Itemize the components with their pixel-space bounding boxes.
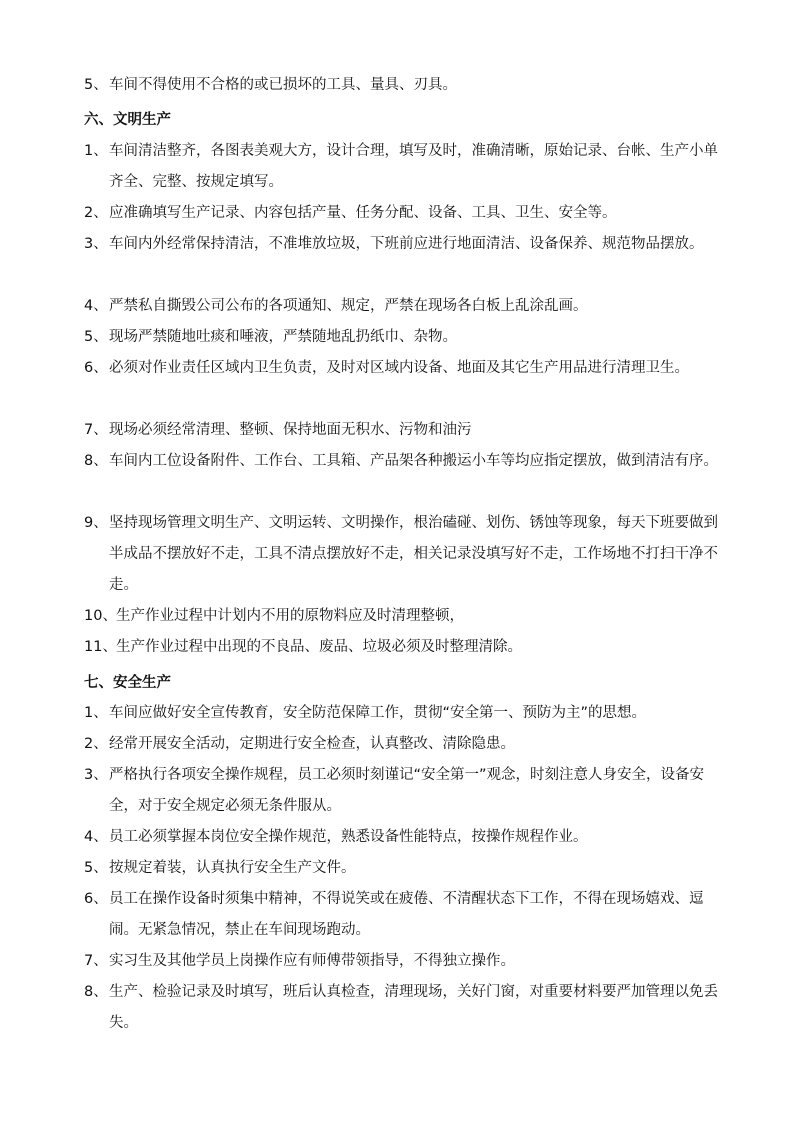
list-item [84,508,724,601]
list-item [84,884,724,946]
item-number: 2、 [84,205,108,221]
list-item [84,136,724,198]
item-number: 6、 [84,360,108,376]
item-number: 8、 [84,984,108,1000]
section-heading: 七、安全生产 [84,675,171,691]
list-item [84,946,724,977]
list-item [84,698,724,729]
item-text: 坚持现场管理文明生产、文明运转、文明操作，根治磕碰、划伤、锈蚀等现象，每天下班要做到半成品不摆放好不走，工具不清点摆放好不走，相关记录没填写好不走，工作场地不打扫干净不走。 [109,515,718,593]
item-number: 1、 [84,705,108,721]
item-number: 7、 [84,422,108,438]
item-number: 4、 [84,829,108,845]
item-number: 5、 [84,860,108,876]
item-text: 车间清洁整齐，各图表美观大方，设计合理，填写及时，准确清晰，原始记录、台帐、生产小单齐全、完整、按规定填写。 [109,143,718,190]
list-item [84,353,724,384]
item-text: 车间不得使用不合格的或已损坏的工具、量具、刃具。 [109,77,457,93]
list-item [84,322,724,353]
item-number: 9、 [84,515,108,531]
item-number: 3、 [84,767,108,783]
item-text: 生产、检验记录及时填写，班后认真检查，清理现场，关好门窗，对重要材料要严加管理以免丢失。 [109,984,718,1031]
item-text: 现场必须经常清理、整顿、保持地面无积水、污物和油污 [109,422,472,438]
list-item [84,446,724,477]
item-text: 生产作业过程中出现的不良品、废品、垃圾必须及时整理清除。 [116,639,522,655]
item-number: 6、 [84,891,108,907]
item-number: 5、 [84,77,108,93]
item-number: 1、 [84,143,108,159]
list-item [84,822,724,853]
item-text: 员工必须掌握本岗位安全操作规范，熟悉设备性能特点，按操作规程作业。 [109,829,588,845]
item-text: 按规定着装，认真执行安全生产文件。 [109,860,356,876]
list-item [84,70,724,101]
item-number: 5、 [84,329,108,345]
item-text: 经常开展安全活动，定期进行安全检查，认真整改、清除隐患。 [109,736,515,752]
list-item [84,760,724,822]
item-number: 2、 [84,736,108,752]
list-item [84,229,724,260]
list-item [84,601,724,632]
item-number: 3、 [84,236,108,252]
item-text: 员工在操作设备时须集中精神，不得说笑或在疲倦、不清醒状态下工作，不得在现场嬉戏、逗闹。无紧急情况，禁止在车间现场跑动。 [109,891,704,938]
item-number: 10、 [84,608,117,624]
item-text: 严禁私自撕毁公司公布的各项通知、规定，严禁在现场各白板上乱涂乱画。 [109,298,588,314]
item-text: 实习生及其他学员上岗操作应有师傅带领指导，不得独立操作。 [109,953,515,969]
item-text: 生产作业过程中计划内不用的原物料应及时清理整顿， [116,608,464,624]
item-text: 车间应做好安全宣传教育，安全防范保障工作，贯彻“安全第一、预防为主”的思想。 [109,705,647,721]
item-number: 4、 [84,298,108,314]
list-item [84,632,724,663]
item-text: 严格执行各项安全操作规程，员工必须时刻谨记“安全第一”观念，时刻注意人身安全，设备安全，对于安全规定必须无条件服从。 [109,767,705,814]
list-item [84,729,724,760]
item-text: 应准确填写生产记录、内容包括产量、任务分配、设备、工具、卫生、安全等。 [109,205,617,221]
list-item [84,977,724,1039]
list-item [84,853,724,884]
list-item [84,291,724,322]
item-number: 11、 [84,639,117,655]
item-text: 车间内工位设备附件、工作台、工具箱、产品架各种搬运小车等均应指定摆放，做到清洁有序。 [109,453,718,469]
item-text: 现场严禁随地吐痰和唾液，严禁随地乱扔纸巾、杂物。 [109,329,457,345]
item-text: 车间内外经常保持清洁，不准堆放垃圾，下班前应进行地面清洁、设备保养、规范物品摆放。 [109,236,704,252]
item-text: 必须对作业责任区域内卫生负责，及时对区域内设备、地面及其它生产用品进行清理卫生。 [109,360,689,376]
section-heading: 六、文明生产 [84,112,171,128]
item-number: 7、 [84,953,108,969]
list-item [84,415,724,446]
list-item [84,198,724,229]
item-number: 8、 [84,453,108,469]
